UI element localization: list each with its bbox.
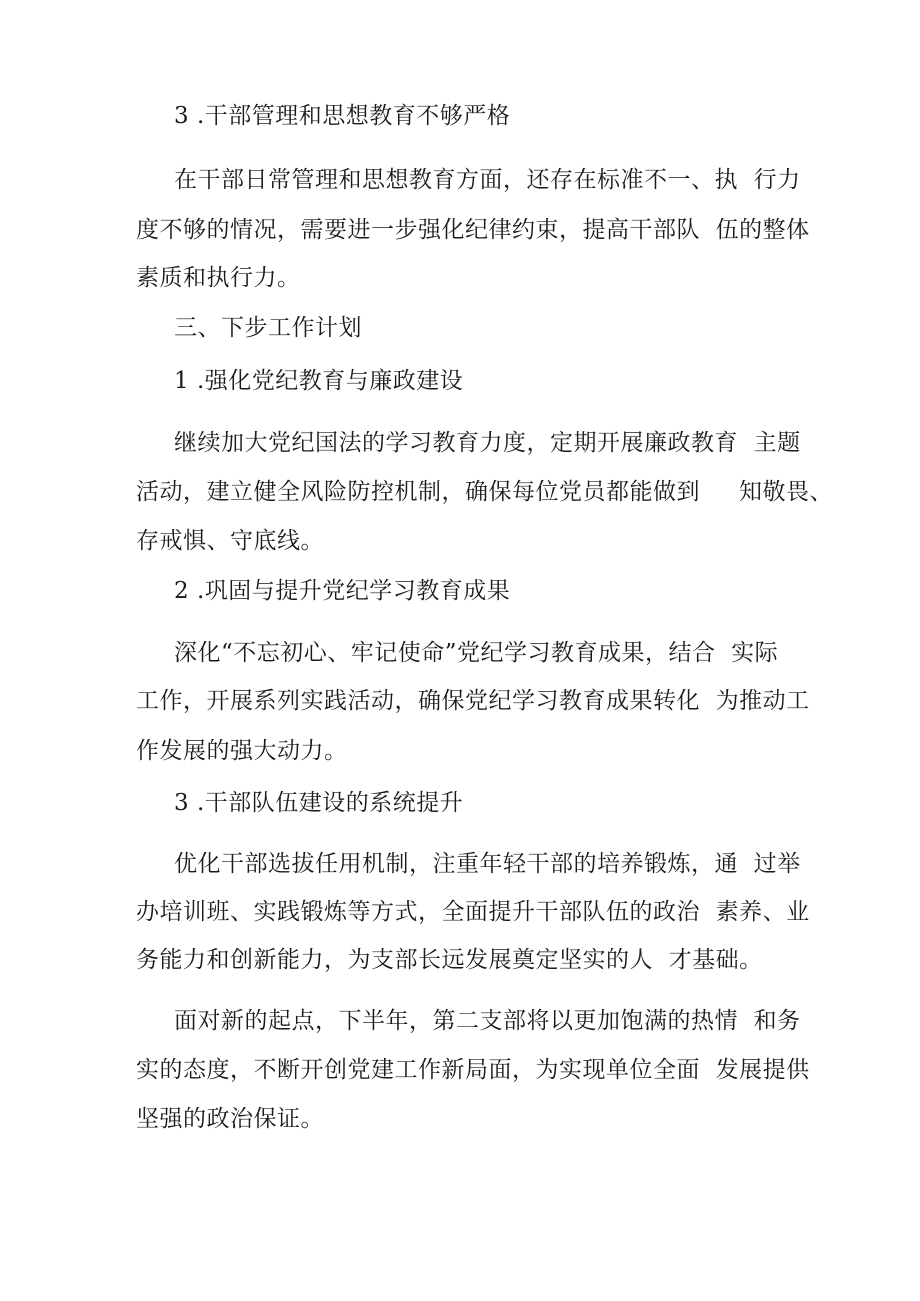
heading-discipline-education: 1 .强化党纪教育与廉政建设 — [174, 368, 464, 394]
heading-cadre-management: 3 .干部管理和思想教育不够严格 — [174, 103, 511, 129]
paragraph-line: 度不够的情况，需要进一步强化纪律约束，提高干部队 伍的整体 — [136, 217, 810, 243]
heading-team-building: 3 .干部队伍建设的系统提升 — [174, 790, 464, 816]
section-heading-next-plan: 三、下步工作计划 — [174, 315, 362, 341]
paragraph-line: 工作，开展系列实践活动，确保党纪学习教育成果转化 为推动工 — [136, 688, 810, 714]
heading-consolidate-results: 2 .巩固与提升党纪学习教育成果 — [174, 578, 511, 604]
paragraph-line: 素质和执行力。 — [136, 265, 301, 291]
paragraph-line: 继续加大党纪国法的学习教育力度，定期开展廉政教育 主题 — [174, 430, 801, 456]
paragraph-line: 存戒惧、守底线。 — [136, 528, 324, 554]
paragraph-line: 在干部日常管理和思想教育方面，还存在标准不一、执 行力 — [174, 167, 801, 193]
paragraph-line: 务能力和创新能力，为支部长远发展奠定坚实的人 才基础。 — [136, 947, 763, 973]
paragraph-line: 办培训班、实践锻炼等方式，全面提升干部队伍的政治 素养、业 — [136, 899, 810, 925]
paragraph-line: 深化“不忘初心、牢记使命”党纪学习教育成果，结合 实际 — [174, 640, 779, 666]
paragraph-line: 活动，建立健全风险防控机制，确保每位党员都能做到 知敬畏、 — [136, 479, 834, 505]
paragraph-line: 面对新的起点，下半年，第二支部将以更加饱满的热情 和务 — [174, 1008, 801, 1034]
paragraph-line: 优化干部选拔任用机制，注重年轻干部的培养锻炼，通 过举 — [174, 851, 801, 877]
paragraph-line: 实的态度，不断开创党建工作新局面，为实现单位全面 发展提供 — [136, 1057, 810, 1083]
paragraph-line: 作发展的强大动力。 — [136, 738, 348, 764]
paragraph-line: 坚强的政治保证。 — [136, 1106, 324, 1132]
